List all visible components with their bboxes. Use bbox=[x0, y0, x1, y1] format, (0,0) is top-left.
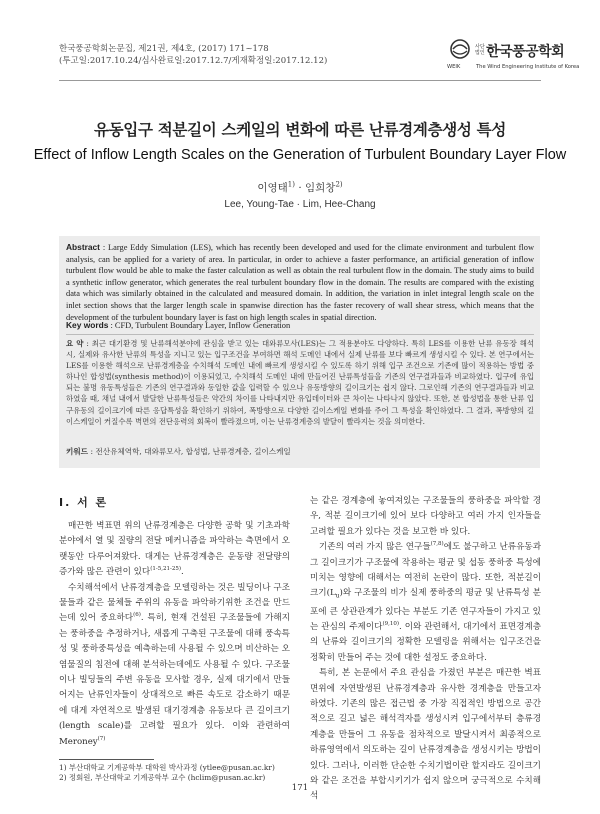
abstract-label: Abstract bbox=[66, 242, 100, 252]
journal-citation: 한국풍공학회논문집, 제21권, 제4호, (2017) 171~178 bbox=[59, 44, 269, 54]
footnote-1: 1) 부산대학교 기계공학부 대학원 박사과정 (ytlee@pusan.ac.kr) bbox=[59, 763, 275, 772]
paragraph: 는 같은 경계층에 놓여져있는 구조물들의 풍하중을 파악할 경우, 적분 길이크기에 있어 보다 다양하고 여러 가지 인자들을 고려할 필요가 있다는 것을 보고한 바 있다. bbox=[310, 496, 541, 537]
authors-korean bbox=[0, 180, 600, 195]
author-2-mark: 2) bbox=[335, 180, 343, 189]
author-1-mark: 1) bbox=[287, 180, 295, 189]
submission-dates: (투고일:2017.10.24/심사완료일:2017.12.7/게재확정일:2017.12.12) bbox=[59, 56, 328, 66]
paragraph: 매끈한 벽표면 위의 난류경계층은 다양한 공학 및 기초과학 분야에서 열 및 질량의 전달 메커니즘을 파악하는 측면에서 오랫동안 다루어져왔다. 대게는 난류경계층은 운동량 전달량의 증가와 많은 관련이 있다$^{(1-5,21-25)}$. bbox=[59, 521, 290, 578]
body-right-column bbox=[310, 494, 541, 805]
abstract-divider bbox=[66, 334, 534, 335]
footnote-2: 2) 정회원, 부산대학교 기계공학부 교수 (hclim@pusan.ac.kr) bbox=[59, 773, 266, 782]
title-english: Effect of Inflow Length Scales on the Generation of Turbulent Boundary Layer Flow bbox=[33, 147, 567, 163]
page-number: 171 bbox=[291, 783, 309, 793]
korean-keywords-text: : 전산유체역학, 대와류모사, 합성법, 난류경계층, 길이스케일 bbox=[90, 447, 291, 456]
society-logo bbox=[447, 38, 580, 78]
title-korean: 유동입구 적분길이 스케일의 변화에 따른 난류경계층생성 특성 bbox=[93, 121, 507, 139]
keywords-label: Key words bbox=[66, 320, 109, 330]
keywords-english bbox=[66, 320, 534, 330]
logo-name-korean: 한국풍공학회 bbox=[486, 44, 565, 60]
author-2-name: 임희창 bbox=[305, 182, 336, 194]
authors-english: Lee, Young-Tae · Lim, Hee-Chang bbox=[224, 199, 376, 210]
author-1-name: 이영태 bbox=[257, 182, 288, 194]
weik-emblem-icon bbox=[447, 38, 473, 64]
logo-badge: WEIK bbox=[447, 64, 461, 70]
paragraph: 수치해석에서 난류경계층을 모델링하는 것은 빌딩이나 구조물들과 같은 물체들 주위의 유동을 파악하기위한 조건을 만드는데 있어 중요하다$^{(6)}$. 특히, 현재 건설된 구조물들에 가해지는 풍하중을 추정하거나, 새롭게 구축된 구조물에 대해 풍속특성 및 풍하중특성을 예측하는데 사용될 수 있으며 비산하는 오염물질의 침전에 대해 분석하는데에도 사용될 수 있다. 구조물이나 빌딩들의 주변 유동을 모사할 경우, 실제 대기에서 만들어지는 난류인자들이 상대적으로 빠른 속도로 감소하기 때문에 대게 자연적으로 발생된 대기경계층 유동보다 큰 길이크기(length scale)를 고려할 필요가 있다. 이와 관련하여 Meroney$^{(7)}$ bbox=[59, 582, 290, 747]
footnote-rule bbox=[59, 759, 154, 760]
keywords-text: : CFD, Turbulent Boundary Layer, Inflow Generation bbox=[110, 321, 291, 330]
keywords-korean bbox=[66, 446, 534, 457]
abstract-korean bbox=[66, 338, 534, 427]
korean-abstract-text: : 최근 대기환경 및 난류해석분야에 관심을 받고 있는 대와류모사(LES)는 그 적용분야도 다양하다. 특히 LES를 이용한 난류 유동장 해석 시, 실제와 유사한 난류의 특성을 지니고 있는 입구조건을 부여하면 해석 도메인 내에서 실제 난류를 보다 빠르게 생성시킬 수 있다. 본 연구에서는 LES를 이용한 해석으로 난류경계층을 수치해석 도메인 내에 빠르게 생성시킬 수 있도록 하기 위해 입구 조건으로 기존에 많이 적용하는 방법 중 하나인 합성법(synthesis method)이 이용되었고, 수치해석 도메인 내에 만들어진 난류특성들을 기존의 연구결과들과 비교하였다. 입구에 유입되는 불명 유동특성들은 기존의 연구결과와 동일한 값을 입력할 수 있으나 유동방향의 길이크기는 쉽지 않다. 그로인해 기존의 연구결과들과 비교하였을 때, 채널 내에서 발달한 난류특성들은 약간의 차이를 나타내지만 유입데이터와 큰 차이는 나타나지 않았다. 또한, 본 합성법을 통한 난류 입구유동의 길이크기에 따른 응답특성을 확인하기 위하여, 폭방향으로 다양한 길이스케일 변화를 주어 그 특성을 확인하였다. 그 결과, 폭방향의 길이스케일이 커질수록 벽면의 전단응력의 회복이 빨라졌으며, 이는 난류경계층의 발달이 빨라지는 것을 의미한다. bbox=[66, 339, 534, 426]
author-separator: · bbox=[294, 182, 305, 194]
logo-name-english: The Wind Engineering Institute of Korea bbox=[476, 64, 580, 70]
paragraph: 기존의 여러 가지 많은 연구들$^{(7,8)}$에도 불구하고 난류유동과 그 길이크기가 구조물에 작용하는 평균 및 섭동 풍하중 특성에 미치는 영향에 대해서는 여전히 논란이 많다. 또한, 적분길이크기$(L_u)$와 구조물의 비가 실제 풍하중의 평균 및 난류특성 분포에 큰 상관관계가 있다는 부분도 기존 연구자들이 가지고 있는 관심의 주제이다$^{(9,10)}$. 이와 관련해서, 대기에서 표면경계층의 난류와 길이크기의 정확한 모델링을 위해서는 입구조건을 정확히 만들어 주는 것에 대한 설정도 중요하다. bbox=[310, 541, 542, 663]
section-heading: I. 서 론 bbox=[59, 496, 109, 509]
header-rule bbox=[59, 80, 541, 81]
body-left-column bbox=[59, 519, 290, 750]
korean-abstract-label: 요 약 bbox=[66, 339, 84, 348]
abstract-english bbox=[66, 242, 534, 323]
paragraph: 특히, 본 논문에서 주요 관심을 가졌던 부분은 매끈한 벽표면위에 자연발생된 난류경계층과 유사한 경계층을 만들고자 하였다. 기존의 많은 접근법 중 가장 직접적인 방법으로 공간적으로 길고 넓은 해석격자를 생성시켜 입구에서부터 층류경계층을 만들어 그 유동을 점차적으로 발달시켜서 최종적으로 하류영역에서 의도하는 길이 난류경계층을 생성시키는 방법이 있다. 그러나, 이러한 단순한 수치기법이란 할지라도 길이크기와 같은 조건을 부합시키기가 쉽지 않으며 궁극적으로 수치해석 bbox=[310, 668, 541, 802]
abstract-text: : Large Eddy Simulation (LES), which has recently been developed and used for the climate environment and turbulent flow analysis, can be applied for a variety of area. In particular, in order to achieve a faster performance, an artificial generation of inflow turbulent flow would be able to make the faster calculation as well as obtain the real turbulent flow in the domain. The study aims to build a synthetic inflow generator, which generates the real turbulent boundary flow in the domain. The results are compared with the existing data which was similarly obtained in the calculated and measured domain. In addition, the variation in inlet integral length scale on the inlet section shows that the larger length scale in spanwise direction has the faster recovery of wall shear stress, which means that the development of the turbulent boundary layer is fast on high length scales in spatial direction. bbox=[66, 243, 535, 322]
logo-small-label: 사단 법인 bbox=[475, 44, 485, 56]
korean-keywords-label: 키워드 bbox=[66, 447, 89, 456]
